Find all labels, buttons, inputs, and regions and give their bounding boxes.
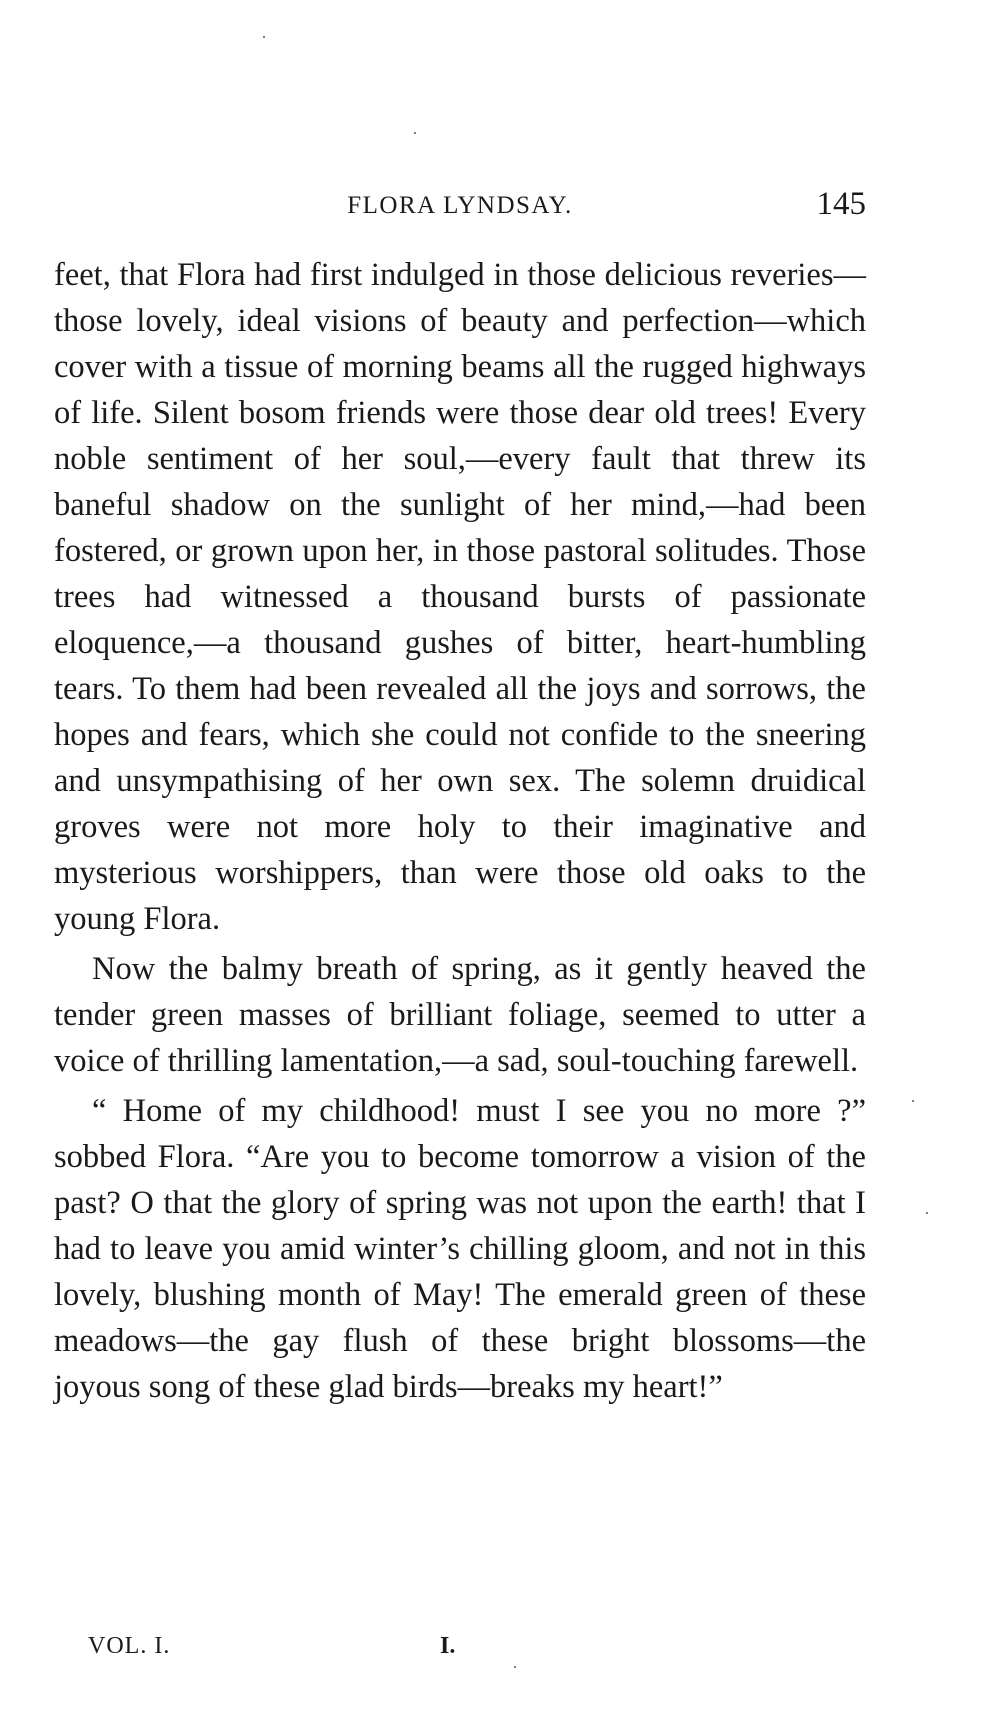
running-head [54,186,866,226]
running-title: FLORA LYNDSAY. [347,192,573,219]
paper-speck [263,36,265,38]
page-footer [88,1633,588,1673]
paper-speck [414,132,416,134]
paper-speck [926,1212,928,1214]
signature-mark: I. [440,1633,456,1659]
paragraph-home-of-my-childhood: “ Home of my childhood! must I see you no more ?” sobbed Flora. “Are you to become tomorrow a vision of the past? O that the glory of spring was not upon the earth! that I had to leave you amid winter’s chilling gloom, and not in this lovely, blushing month of May! The emerald green of these meadows—the gay flush of these bright blossoms—the joyous song of these glad birds—breaks my heart!” [54,1093,866,1405]
paragraph-continuation: feet, that Flora had first indulged in those delicious reveries—those lovely, ideal visions of beauty and perfection—which cover with a tissue of morning beams all the rugged highways of life. Silent bosom friends were those dear old trees! Every noble sentiment of her soul,—every fault that threw its baneful shadow on the sunlight of her mind,—had been fostered, or grown upon her, in those pastoral solitudes. Those trees had witnessed a thousand bursts of passionate eloquence,—a thousand gushes of bitter, heart-humbling tears. To them had been revealed all the joys and sorrows, the hopes and fears, which she could not confide to the sneering and unsympathising of her own sex. The solemn druidical groves were not more holy to their imaginative and mysterious worshippers, than were those old oaks to the young Flora. [54,257,866,937]
paper-speck [514,1666,516,1668]
volume-mark: VOL. I. [88,1633,171,1659]
paper-speck [912,1100,914,1102]
paragraph-spring: Now the balmy breath of spring, as it gently heaved the tender green masses of brilliant foliage, seemed to utter a voice of thrilling lamentation,—a sad, soul-touching farewell. [54,951,866,1079]
body-text [54,252,866,1410]
page-number: 145 [816,186,866,222]
